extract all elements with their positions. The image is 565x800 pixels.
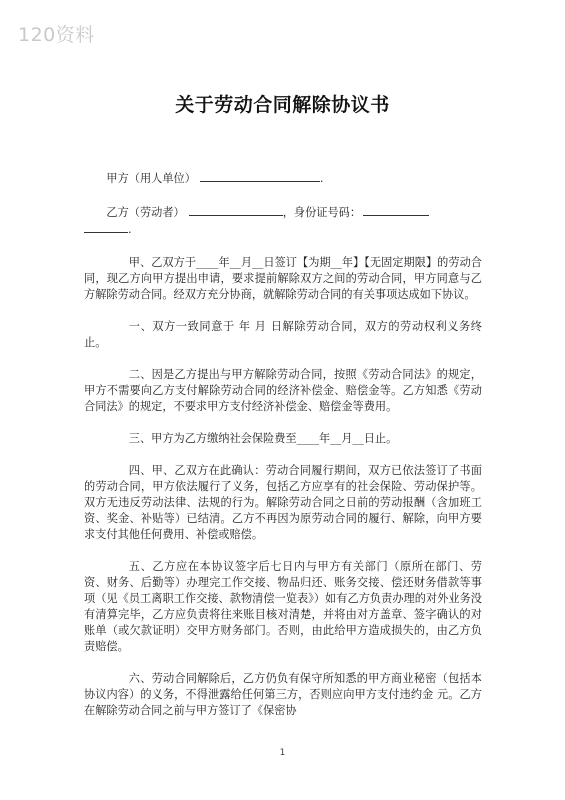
party-a-label: 甲方（用人单位）: [106, 172, 196, 185]
document-title: 关于劳动合同解除协议书: [175, 94, 390, 116]
clause-3: 三、甲方为乙方缴纳社会保险费至____年__月__日止。: [128, 432, 398, 445]
party-b-suffix: .: [128, 223, 132, 236]
clause-2: 二、因是乙方提出与甲方解除劳动合同，按照《劳动合同法》的规定，甲方不需要向乙方支付解除劳动合同的经济补偿金、赔偿金等。乙方知悉《劳动合同法》的规定，不要求甲方支付经济补偿金、赔偿金等费用。: [84, 368, 482, 413]
party-b-id-label: ，身份证号码：: [282, 206, 362, 219]
document-body: [84, 170, 482, 735]
party-b-name-blank: [189, 204, 283, 216]
clause-1: 一、双方一致同意于 年 月 日解除劳动合同，双方的劳动权利义务终止。: [84, 320, 482, 349]
clause-4: 四、甲、乙双方在此确认：劳动合同履行期间，双方已依法签订了书面的劳动合同，甲方依法履行了义务，包括乙方应享有的社会保险、劳动保护等。双方无违反劳动法律、法规的行为。解除劳动合同之日前的劳动报酬（含加班工资、奖金、补贴等）已结清。乙方不再因为原劳动合同的履行、解除，向甲方要求支付其他任何费用、补偿或赔偿。: [84, 464, 482, 541]
party-a-suffix: .: [319, 172, 324, 185]
clause-5: 五、乙方应在本协议签字后七日内与甲方有关部门（原所在部门、劳资、财务、后勤等）办理完工作交接、物品归还、账务交接、偿还财务借款等事项（见《员工离职工作交接、款物清偿一览表》）如有乙方负责办理的对外业务没有清算完毕，乙方应负责将往来账目核对清楚，并将由对方盖章、签字确认的对账单（或欠款证明）交甲方财务部门。否则，由此给甲方造成损失的，由乙方负责赔偿。: [84, 560, 482, 653]
party-b-label: 乙方（劳动者）: [106, 206, 185, 219]
clause-6: 六、劳动合同解除后，乙方仍负有保守所知悉的甲方商业秘密（包括本协议内容）的义务，不得泄露给任何第三方，否则应向甲方支付违约金 元。乙方在解除劳动合同之前与甲方签订了《保密协: [84, 672, 482, 717]
party-a-line: [84, 170, 482, 187]
page-number: 1: [279, 748, 286, 758]
party-b-id-blank: [363, 204, 429, 216]
watermark: 120资料: [18, 24, 95, 46]
party-a-blank: [200, 170, 320, 182]
party-b-line: [84, 204, 482, 238]
clause-intro: 甲、乙双方于____年__月__日签订【为期__年】【无固定期限】的劳动合同，现乙方向甲方提出申请，要求提前解除双方之间的劳动合同，甲方同意与乙方解除劳动合同。经双方充分协商，就解除劳动合同的有关事项达成如下协议。: [84, 256, 482, 301]
party-b-id-blank-cont: [84, 221, 128, 233]
